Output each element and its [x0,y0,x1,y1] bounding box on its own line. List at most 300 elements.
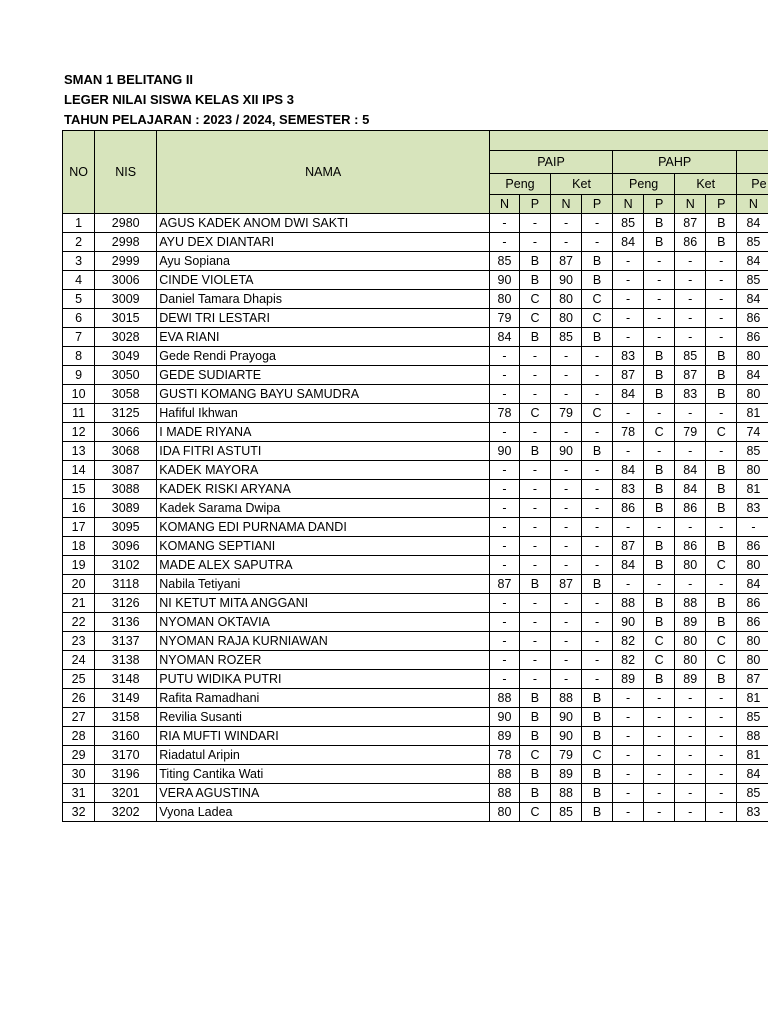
row-value: B [644,461,675,480]
row-nama: GUSTI KOMANG BAYU SAMUDRA [157,385,490,404]
header-col-letter: P [582,195,613,214]
table-row [63,309,768,328]
row-value: 79 [551,746,582,765]
row-value: 86 [675,499,706,518]
row-value: B [582,784,613,803]
row-value: - [706,518,737,537]
row-value: 90 [490,271,520,290]
row-no: 7 [63,328,95,347]
row-value: B [644,613,675,632]
row-value: 84 [737,290,768,309]
grade-table [62,130,768,822]
table-row [63,252,768,271]
row-no: 26 [63,689,95,708]
row-nis: 3089 [95,499,157,518]
row-nama: KOMANG EDI PURNAMA DANDI [157,518,490,537]
table-row [63,442,768,461]
row-value: - [519,556,550,575]
row-value: 81 [737,746,768,765]
row-value: 90 [490,708,520,727]
row-nama: AYU DEX DIANTARI [157,233,490,252]
row-value: - [675,784,706,803]
row-nis: 3136 [95,613,157,632]
row-value: - [675,404,706,423]
row-value: - [737,518,768,537]
table-row [63,499,768,518]
row-value: - [644,746,675,765]
row-value: 83 [737,803,768,822]
row-value: - [613,784,644,803]
row-value: - [519,423,550,442]
row-value: B [644,366,675,385]
row-value: - [644,271,675,290]
row-value: - [582,480,613,499]
row-value: 82 [613,651,644,670]
row-value: B [706,613,737,632]
row-value: B [582,271,613,290]
row-no: 15 [63,480,95,499]
row-value: - [613,708,644,727]
row-value: - [582,423,613,442]
row-nama: Revilia Susanti [157,708,490,727]
header-no: NO [63,131,95,214]
row-value: 81 [737,404,768,423]
row-value: - [644,328,675,347]
row-value: - [675,765,706,784]
row-value: - [490,518,520,537]
row-value: B [644,594,675,613]
row-value: - [490,233,520,252]
row-value: 79 [490,309,520,328]
row-value: B [582,575,613,594]
row-value: 87 [613,537,644,556]
row-value: - [675,309,706,328]
row-no: 2 [63,233,95,252]
grade-ledger [62,130,768,850]
row-value: 83 [737,499,768,518]
row-value: B [582,708,613,727]
row-nis: 3137 [95,632,157,651]
header-nama: NAMA [157,131,490,214]
table-row [63,480,768,499]
row-value: - [706,746,737,765]
row-nis: 3118 [95,575,157,594]
row-value: B [706,385,737,404]
row-value: - [675,803,706,822]
row-nama: RIA MUFTI WINDARI [157,727,490,746]
row-value: - [582,233,613,252]
row-nama: KOMANG SEPTIANI [157,537,490,556]
row-nis: 3149 [95,689,157,708]
table-row [63,689,768,708]
row-value: - [582,537,613,556]
header-subject-pahp: PAHP [613,151,737,174]
row-value: 84 [737,214,768,233]
header-nis: NIS [95,131,157,214]
row-value: B [644,499,675,518]
row-value: 87 [675,366,706,385]
row-value: B [519,689,550,708]
row-value: - [519,651,550,670]
row-value: B [644,233,675,252]
row-value: 89 [551,765,582,784]
row-value: 84 [737,366,768,385]
row-nis: 3170 [95,746,157,765]
row-value: 88 [490,689,520,708]
row-value: - [519,670,550,689]
table-row [63,461,768,480]
row-nis: 3196 [95,765,157,784]
row-nama: VERA AGUSTINA [157,784,490,803]
row-value: - [613,803,644,822]
table-row [63,423,768,442]
row-value: - [644,784,675,803]
row-value: - [613,518,644,537]
table-row [63,404,768,423]
row-value: C [706,632,737,651]
row-value: 89 [675,670,706,689]
row-value: 85 [737,708,768,727]
row-value: - [706,765,737,784]
row-value: - [706,309,737,328]
row-value: B [644,537,675,556]
row-value: 80 [551,309,582,328]
row-value: - [644,309,675,328]
year-title: TAHUN PELAJARAN : 2023 / 2024, SEMESTER : 5 [64,112,370,127]
row-value: - [644,689,675,708]
row-no: 18 [63,537,95,556]
row-nama: MADE ALEX SAPUTRA [157,556,490,575]
row-value: 80 [675,632,706,651]
row-value: 80 [737,556,768,575]
row-value: 87 [613,366,644,385]
row-value: 79 [551,404,582,423]
row-value: B [519,252,550,271]
header-empty-band [490,131,768,151]
row-value: 81 [737,480,768,499]
row-nama: Ayu Sopiana [157,252,490,271]
row-no: 11 [63,404,95,423]
row-value: - [613,765,644,784]
row-value: 87 [675,214,706,233]
row-value: B [706,480,737,499]
row-value: - [675,442,706,461]
row-nis: 3126 [95,594,157,613]
row-value: 85 [551,328,582,347]
row-value: B [519,727,550,746]
row-nama: Hafiful Ikhwan [157,404,490,423]
row-value: - [613,442,644,461]
header-next-peng: Pe [737,174,768,195]
row-value: - [706,404,737,423]
row-nama: Nabila Tetiyani [157,575,490,594]
row-nis: 2999 [95,252,157,271]
row-value: - [519,385,550,404]
row-nama: Vyona Ladea [157,803,490,822]
row-value: 89 [675,613,706,632]
row-value: - [519,613,550,632]
row-value: - [490,423,520,442]
row-value: - [551,385,582,404]
row-value: - [706,290,737,309]
table-body [63,214,768,822]
row-value: - [490,214,520,233]
row-value: - [582,670,613,689]
row-value: - [706,708,737,727]
row-nama: KADEK MAYORA [157,461,490,480]
row-value: 85 [551,803,582,822]
row-nis: 3125 [95,404,157,423]
row-value: - [582,651,613,670]
row-value: C [644,632,675,651]
row-nama: AGUS KADEK ANOM DWI SAKTI [157,214,490,233]
row-value: 87 [737,670,768,689]
row-value: - [551,594,582,613]
row-nama: NI KETUT MITA ANGGANI [157,594,490,613]
row-value: 89 [490,727,520,746]
row-value: - [644,765,675,784]
row-value: 86 [737,594,768,613]
row-value: 86 [613,499,644,518]
row-value: B [706,214,737,233]
row-value: - [490,347,520,366]
row-value: - [613,727,644,746]
row-value: B [582,689,613,708]
row-value: - [490,632,520,651]
row-value: - [490,556,520,575]
row-value: 84 [737,575,768,594]
header-col-letter: N [551,195,582,214]
row-value: C [519,746,550,765]
row-value: C [582,309,613,328]
table-row [63,575,768,594]
row-value: 85 [737,233,768,252]
table-row [63,803,768,822]
row-value: - [490,594,520,613]
row-value: C [582,746,613,765]
table-row [63,328,768,347]
row-value: B [519,328,550,347]
table-row [63,632,768,651]
row-value: - [613,689,644,708]
row-value: B [519,708,550,727]
row-value: - [644,252,675,271]
row-nama: PUTU WIDIKA PUTRI [157,670,490,689]
header-col-letter: N [613,195,644,214]
row-value: B [644,214,675,233]
row-nis: 3009 [95,290,157,309]
row-value: - [551,366,582,385]
row-value: 84 [613,385,644,404]
row-value: - [613,575,644,594]
row-value: 89 [613,670,644,689]
row-value: 85 [613,214,644,233]
school-title: SMAN 1 BELITANG II [64,72,194,87]
row-no: 27 [63,708,95,727]
row-nama: Titing Cantika Wati [157,765,490,784]
row-no: 16 [63,499,95,518]
table-row [63,613,768,632]
row-value: - [551,556,582,575]
row-value: 90 [551,708,582,727]
row-nama: Gede Rendi Prayoga [157,347,490,366]
row-nama: NYOMAN ROZER [157,651,490,670]
row-value: - [675,518,706,537]
table-header [63,131,768,214]
row-value: - [490,385,520,404]
row-value: 84 [613,556,644,575]
row-nis: 3201 [95,784,157,803]
row-value: C [706,651,737,670]
row-nama: I MADE RIYANA [157,423,490,442]
row-value: - [675,252,706,271]
document-titles [64,70,369,130]
row-value: C [706,556,737,575]
row-value: - [519,461,550,480]
row-no: 5 [63,290,95,309]
table-row [63,556,768,575]
row-value: - [582,214,613,233]
row-value: 83 [613,480,644,499]
row-value: 86 [737,537,768,556]
row-value: - [582,632,613,651]
row-value: B [519,271,550,290]
row-value: - [675,727,706,746]
row-value: B [644,480,675,499]
row-value: B [582,328,613,347]
row-value: C [519,309,550,328]
row-nis: 3049 [95,347,157,366]
row-value: - [490,613,520,632]
row-value: - [551,423,582,442]
row-value: - [644,518,675,537]
row-value: B [706,366,737,385]
row-value: - [490,651,520,670]
row-value: - [644,442,675,461]
row-value: 80 [675,556,706,575]
row-nis: 3158 [95,708,157,727]
row-nis: 3095 [95,518,157,537]
row-nama: KADEK RISKI ARYANA [157,480,490,499]
row-value: 90 [490,442,520,461]
row-nama: NYOMAN RAJA KURNIAWAN [157,632,490,651]
row-value: - [551,347,582,366]
row-value: 84 [490,328,520,347]
row-value: 88 [551,689,582,708]
row-nama: Daniel Tamara Dhapis [157,290,490,309]
row-value: - [613,290,644,309]
row-value: 83 [675,385,706,404]
row-value: - [613,309,644,328]
row-value: 86 [675,233,706,252]
table-row [63,746,768,765]
row-nama: Riadatul Aripin [157,746,490,765]
row-no: 8 [63,347,95,366]
row-nama: Kadek Sarama Dwipa [157,499,490,518]
row-value: B [706,499,737,518]
row-value: - [551,461,582,480]
row-value: - [519,480,550,499]
row-no: 14 [63,461,95,480]
header-col-letter: N [737,195,768,214]
row-value: C [644,651,675,670]
row-value: - [551,214,582,233]
row-value: - [582,594,613,613]
row-no: 30 [63,765,95,784]
row-no: 9 [63,366,95,385]
row-value: B [706,670,737,689]
row-value: - [644,803,675,822]
row-value: - [675,271,706,290]
row-value: - [706,575,737,594]
row-value: C [519,803,550,822]
row-value: 88 [551,784,582,803]
row-no: 20 [63,575,95,594]
row-value: - [582,347,613,366]
header-pahp-peng: Peng [613,174,675,195]
row-value: B [644,670,675,689]
row-no: 24 [63,651,95,670]
row-value: - [644,708,675,727]
row-value: - [613,404,644,423]
header-paip-ket: Ket [551,174,613,195]
row-value: B [706,461,737,480]
row-value: 82 [613,632,644,651]
row-value: - [551,233,582,252]
row-value: 80 [737,385,768,404]
header-col-letter: P [706,195,737,214]
row-value: 85 [675,347,706,366]
row-value: 88 [490,784,520,803]
row-nama: NYOMAN OKTAVIA [157,613,490,632]
row-nama: EVA RIANI [157,328,490,347]
row-value: - [490,499,520,518]
table-row [63,271,768,290]
row-value: - [519,347,550,366]
row-nama: DEWI TRI LESTARI [157,309,490,328]
row-value: - [490,461,520,480]
row-value: B [519,784,550,803]
row-value: 78 [490,404,520,423]
row-value: - [551,499,582,518]
row-value: - [675,708,706,727]
row-value: 78 [613,423,644,442]
row-no: 1 [63,214,95,233]
row-no: 28 [63,727,95,746]
row-no: 22 [63,613,95,632]
row-value: - [613,328,644,347]
row-value: C [706,423,737,442]
row-value: - [675,746,706,765]
row-value: B [706,347,737,366]
row-value: 81 [737,689,768,708]
row-nis: 3160 [95,727,157,746]
table-row [63,765,768,784]
row-no: 29 [63,746,95,765]
table-row [63,518,768,537]
row-value: B [519,575,550,594]
row-no: 3 [63,252,95,271]
table-row [63,594,768,613]
row-value: 90 [551,442,582,461]
row-value: - [551,632,582,651]
row-no: 23 [63,632,95,651]
row-value: 80 [490,290,520,309]
row-value: - [706,689,737,708]
row-nis: 3015 [95,309,157,328]
row-value: - [490,537,520,556]
row-value: 74 [737,423,768,442]
